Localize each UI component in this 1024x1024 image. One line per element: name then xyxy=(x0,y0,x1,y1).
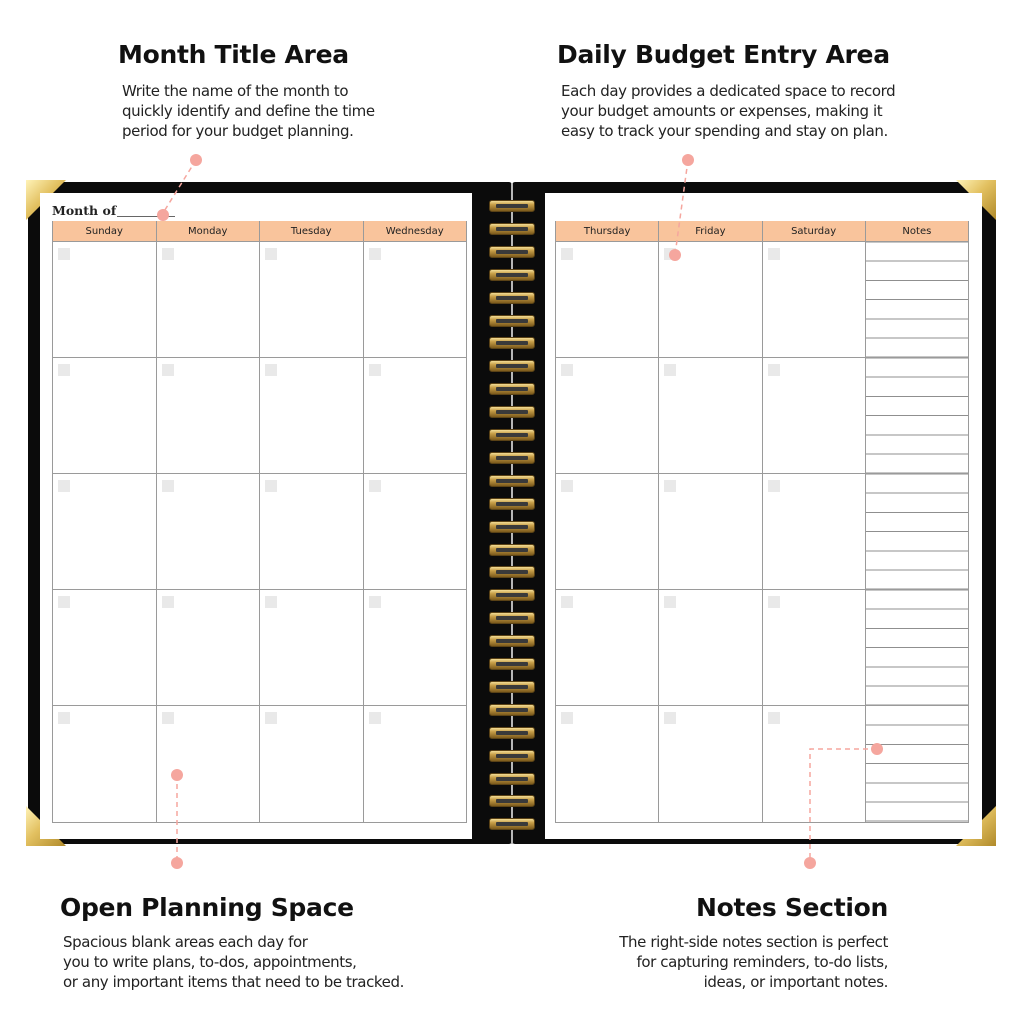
callout-line: you to write plans, to-dos, appointments, xyxy=(63,953,357,971)
callout-line: quickly identify and define the time xyxy=(122,102,375,120)
callout-title: Open Planning Space xyxy=(60,893,354,922)
leader-line xyxy=(675,160,688,255)
callout-line: for capturing reminders, to-do lists, xyxy=(636,953,888,971)
day-header: Friday xyxy=(659,221,762,242)
day-header: Sunday xyxy=(53,221,157,242)
callout-title: Month Title Area xyxy=(118,40,349,69)
callout-dot xyxy=(171,769,183,781)
callout-dot xyxy=(871,743,883,755)
callout-line: Write the name of the month to xyxy=(122,82,349,100)
day-header: Thursday xyxy=(556,221,659,242)
leader-line xyxy=(163,160,196,213)
callout-line: The right-side notes section is perfect xyxy=(619,933,888,951)
callout-dot xyxy=(669,249,681,261)
callout-line: Each day provides a dedicated space to record xyxy=(561,82,896,100)
callout-dot xyxy=(682,154,694,166)
day-header: Saturday xyxy=(762,221,865,242)
callout-dot xyxy=(190,154,202,166)
day-header: Tuesday xyxy=(260,221,364,242)
notes-header: Notes xyxy=(865,221,968,242)
callout-line: period for your budget planning. xyxy=(122,122,354,140)
callout-dot xyxy=(804,857,816,869)
callout-line: your budget amounts or expenses, making it xyxy=(561,102,883,120)
day-header: Monday xyxy=(156,221,260,242)
leader-line xyxy=(810,749,877,862)
day-header: Wednesday xyxy=(363,221,467,242)
month-of-label: Month of xyxy=(52,203,117,218)
callout-title: Notes Section xyxy=(696,893,888,922)
callout-line: ideas, or important notes. xyxy=(703,973,888,991)
callout-line: easy to track your spending and stay on plan. xyxy=(561,122,888,140)
callout-line: or any important items that need to be tracked. xyxy=(63,973,404,991)
callout-title: Daily Budget Entry Area xyxy=(557,40,890,69)
callout-dot xyxy=(157,209,169,221)
callout-line: Spacious blank areas each day for xyxy=(63,933,308,951)
callout-dot xyxy=(171,857,183,869)
